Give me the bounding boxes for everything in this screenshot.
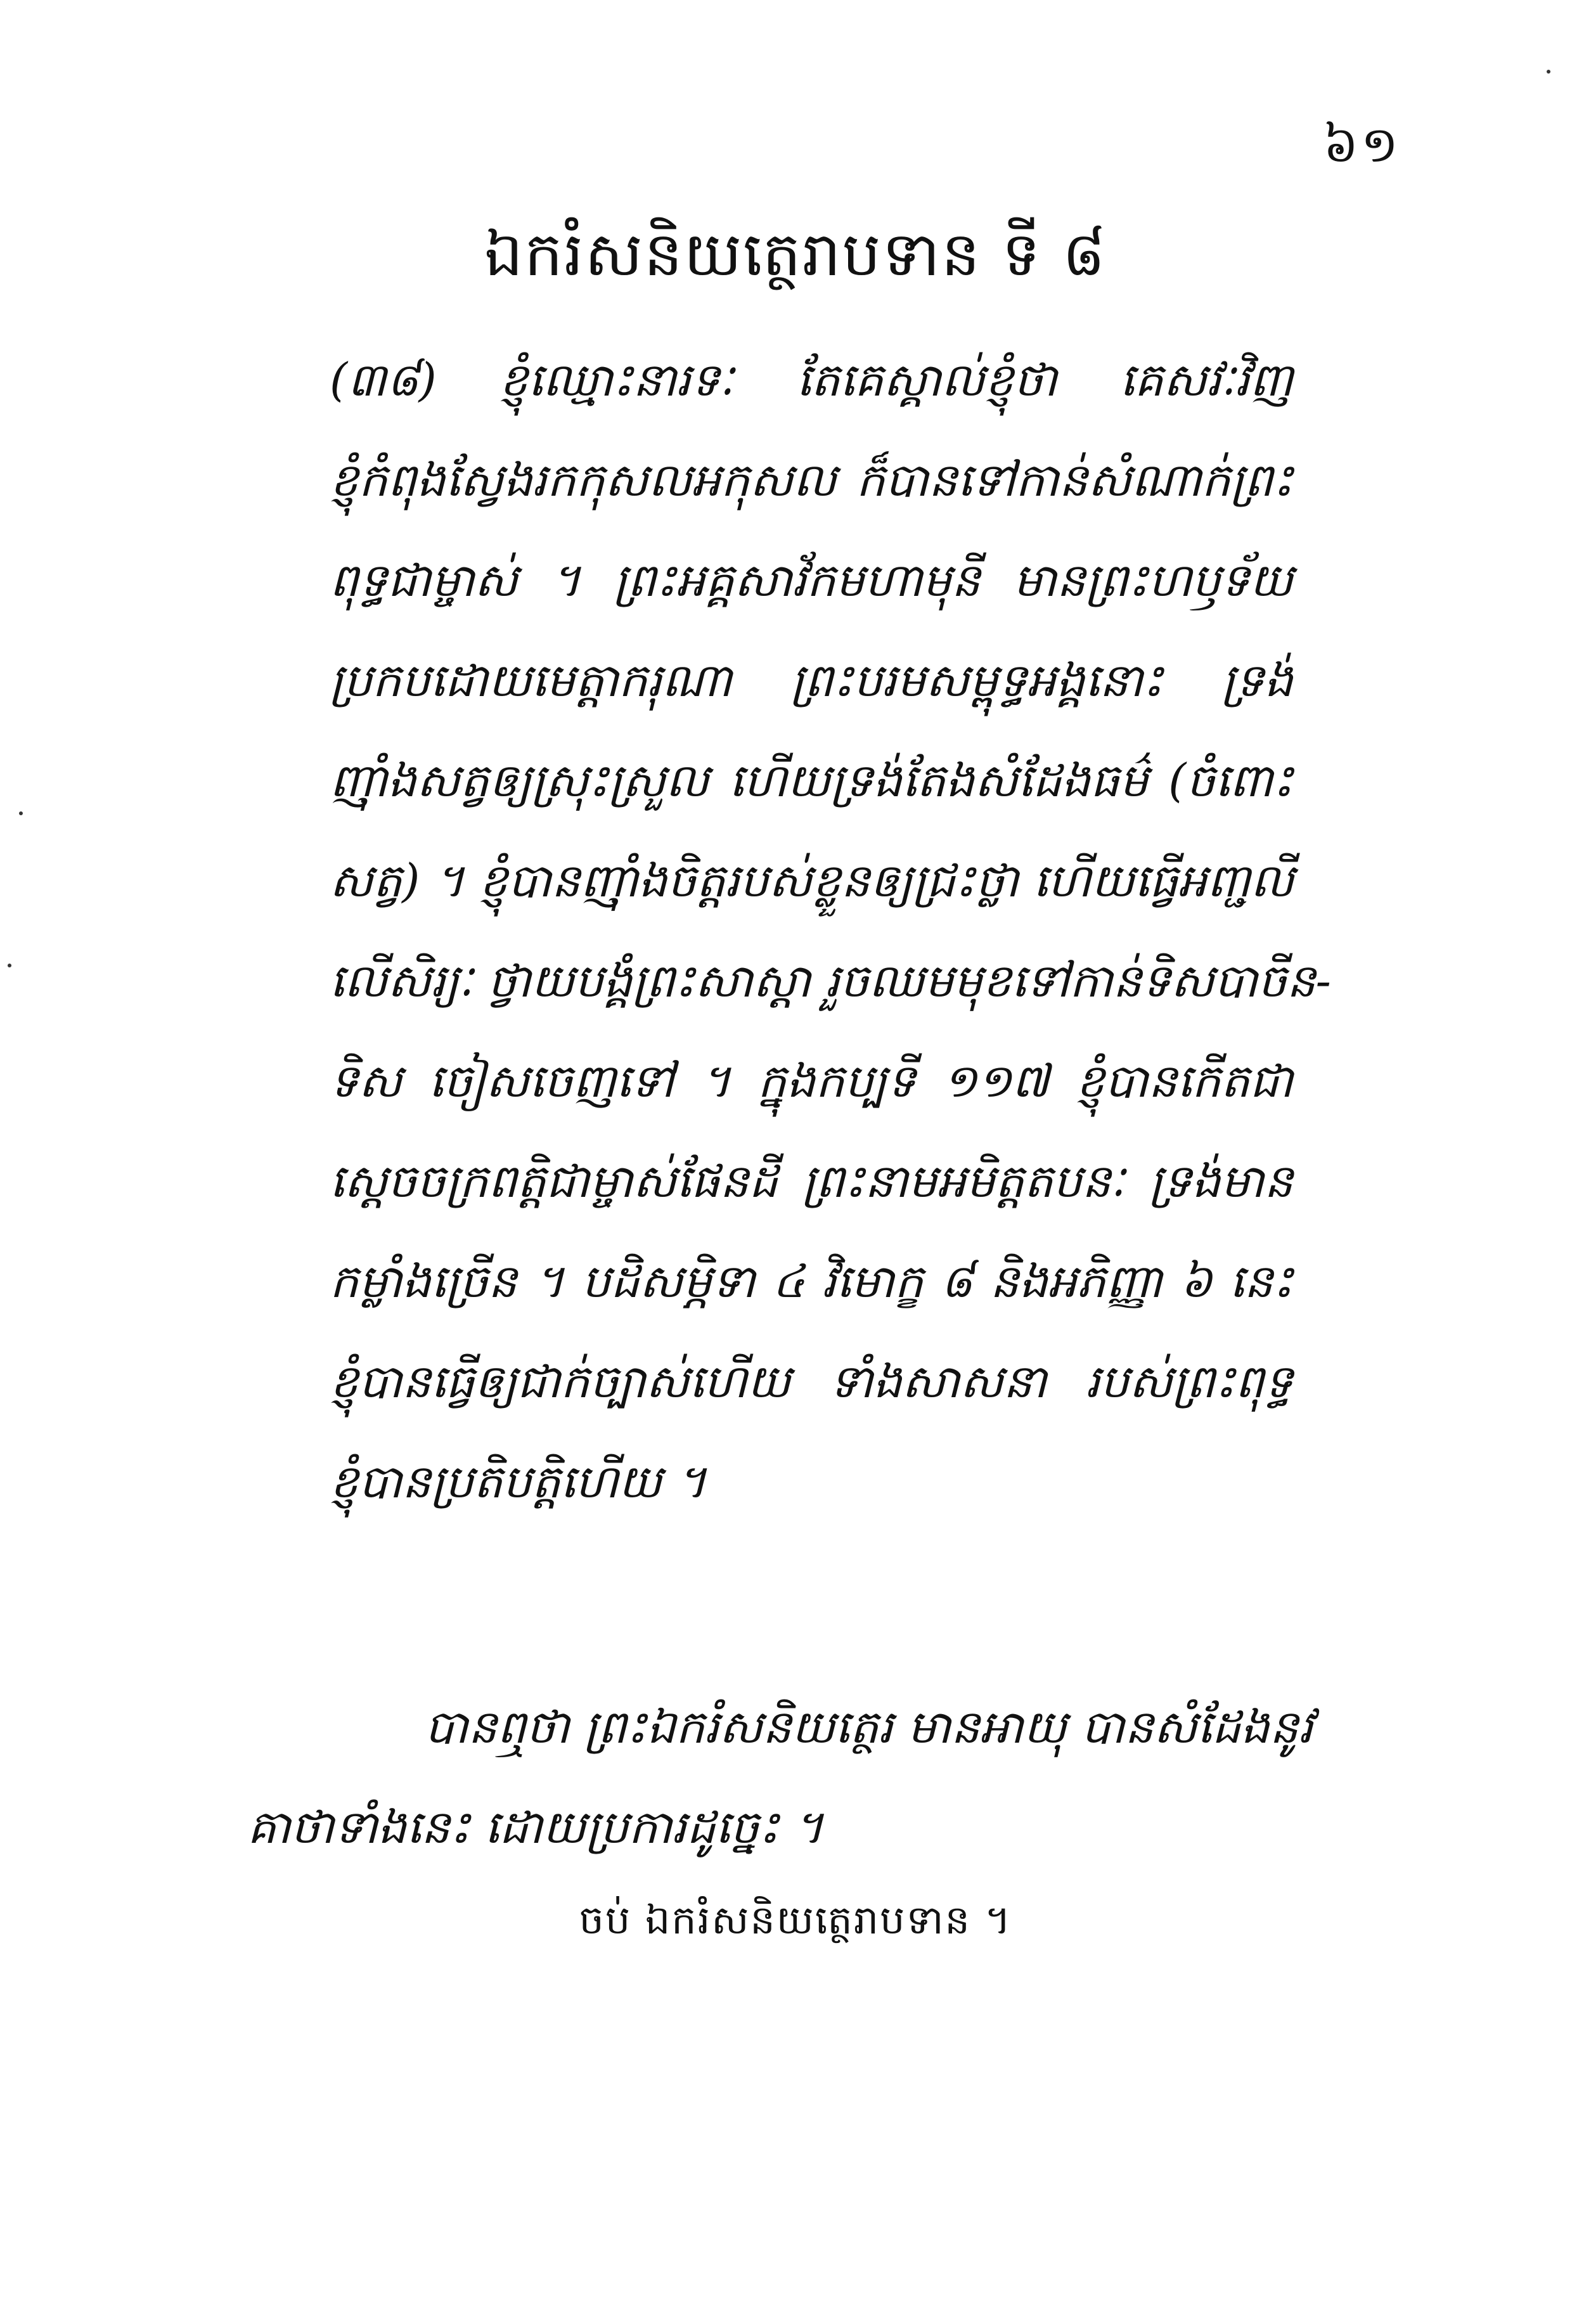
verse-line: ខ្ញុំបានធ្វើឲ្យជាក់ច្បាស់ហើយ ទាំងសាសនា របស់ព្រះពុទ្ធ [330, 1355, 1293, 1408]
scan-speck [8, 964, 11, 967]
verse-line: ខ្ញុំកំពុងស្វែងរកកុសលអកុសល ក៏បានទៅកាន់សំណាក់ព្រះ [330, 453, 1293, 507]
verse-line: សត្វ) ។ ខ្ញុំបានញ៉ាំងចិត្តរបស់ខ្លួនឲ្យជ្រះថ្លា ហើយធ្វើអញ្ជលី [330, 854, 1294, 907]
verse-line: (៣៨) ខ្ញុំឈ្មោះនារទៈ តែគេស្គាល់ខ្ញុំថា គេសវៈវិញ [330, 353, 1293, 406]
verse-line: ប្រកបដោយមេត្តាករុណា ព្រះបរមសម្ពុទ្ធអង្គនោះ ទ្រង់ [330, 654, 1293, 707]
scan-speck [1547, 70, 1550, 74]
colophon-line: បានឮថា ព្រះឯករំសនិយត្ថេរ មានអាយុ បានសំដែងនូវ [425, 1700, 1313, 1753]
colophon [247, 1677, 1313, 1877]
end-note: ចប់ ឯករំសនិយត្ថេរាបទាន ។ [579, 1897, 1012, 1943]
verse-line: ពុទ្ធជាម្ចាស់ ។ ព្រះអគ្គសាវ័កមហាមុនី មានព្រះហឫទ័យ [330, 553, 1293, 607]
verse-body [330, 330, 1331, 1532]
verse-line: ស្ដេចចក្រពត្តិជាម្ចាស់ផែនដី ព្រះនាមអមិត្តតបនៈ ទ្រង់មាន [330, 1154, 1293, 1208]
verse-line: កម្លាំងច្រើន ។ បដិសម្ភិទា ៤ វិមោក្ខ ៨ និងអភិញ្ញា ៦ នេះ [330, 1255, 1293, 1308]
verse-line: ទិស ចៀសចេញទៅ ។ ក្នុងកប្បទី ១១៧ ខ្ញុំបានកើតជា [330, 1054, 1293, 1107]
verse-line: ញ៉ាំងសត្វឲ្យស្រុះស្រួល ហើយទ្រង់តែងសំដែងធម៌ (ចំពោះ [330, 754, 1293, 807]
verse-line: ខ្ញុំបានប្រតិបត្តិហើយ ។ [330, 1455, 707, 1508]
scan-speck [19, 811, 23, 815]
page-number: ៦១ [1323, 117, 1401, 174]
verse-line: លើសិរ្យៈ ថ្វាយបង្គំព្រះសាស្ដា រួចឈមមុខទៅកាន់ទិសបាចីន- [330, 954, 1331, 1007]
chapter-title: ឯករំសនិយត្ថេរាបទាន ទី ៨ [484, 219, 1107, 290]
colophon-line: គាថាទាំងនេះ ដោយប្រការដូច្នេះ ។ [247, 1800, 824, 1854]
